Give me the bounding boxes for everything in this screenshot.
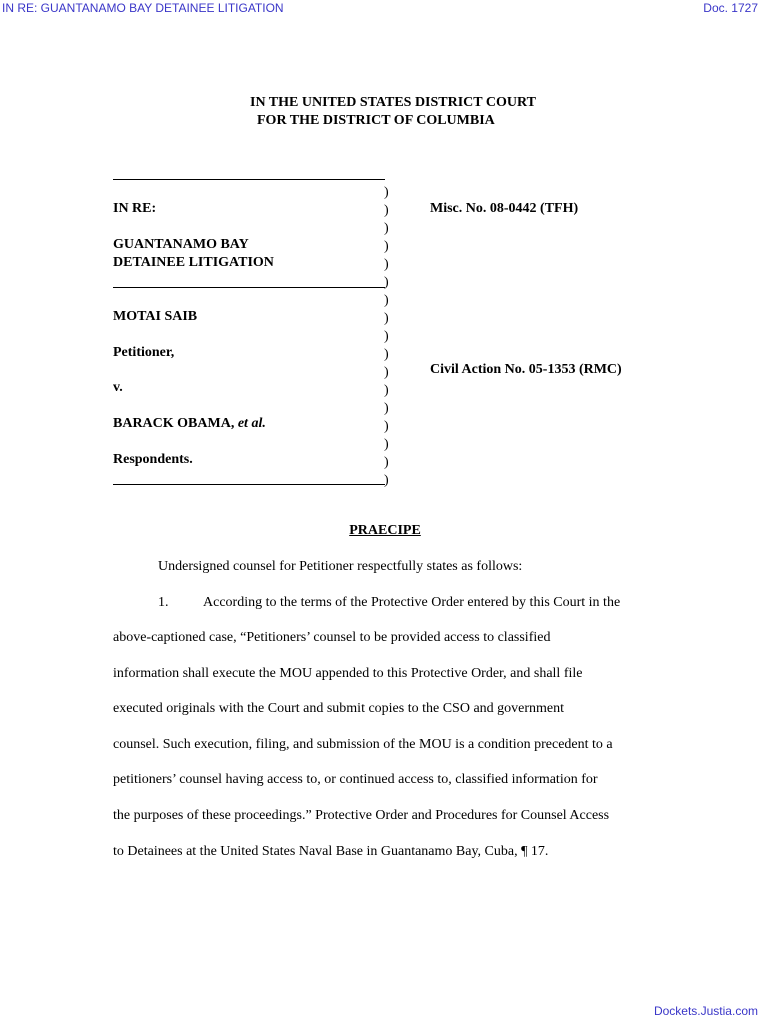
- caption-in-re: IN RE:: [113, 201, 157, 216]
- caption-respondents-label: Respondents.: [113, 452, 193, 467]
- caption-bottom-rule: [113, 484, 385, 485]
- court-district: FOR THE DISTRICT OF COLUMBIA: [257, 113, 495, 128]
- justia-dockets-link[interactable]: Dockets.Justia.com: [653, 1004, 758, 1018]
- caption-petitioner-name: MOTAI SAIB: [113, 309, 198, 324]
- paragraph-number: 1.: [158, 595, 169, 610]
- paragraph-line: the purposes of these proceedings.” Protective Order and Procedures for Counsel Access: [113, 808, 610, 823]
- document-number-link[interactable]: Doc. 1727: [703, 1, 758, 15]
- caption-respondent-name: [113, 416, 266, 432]
- paragraph-line: petitioners’ counsel having access to, or continued access to, classified information for: [113, 772, 598, 787]
- caption-petitioner-label: Petitioner,: [113, 345, 175, 360]
- caption-versus: v.: [113, 380, 123, 395]
- caption-parentheses: ) ) ) ) ) ) ) ) ) ) ) ) ) ) ) ) ): [384, 185, 389, 488]
- case-title-link[interactable]: IN RE: GUANTANAMO BAY DETAINEE LITIGATION: [2, 1, 284, 15]
- respondent-name-text: BARACK OBAMA,: [113, 416, 235, 431]
- intro-line: Undersigned counsel for Petitioner respectfully states as follows:: [158, 559, 523, 574]
- paragraph-line: executed originals with the Court and submit copies to the CSO and government: [113, 701, 565, 716]
- paragraph-line: above-captioned case, “Petitioners’ counsel to be provided access to classified: [113, 630, 551, 645]
- caption-middle-rule: [113, 287, 385, 288]
- civil-action-number: Civil Action No. 05-1353 (RMC): [430, 362, 622, 377]
- caption-detainee-litigation: DETAINEE LITIGATION: [113, 255, 274, 270]
- misc-number: Misc. No. 08-0442 (TFH): [430, 201, 579, 216]
- paragraph-line: counsel. Such execution, filing, and submission of the MOU is a condition precedent to a: [113, 737, 613, 752]
- respondent-etal-text: et al.: [237, 416, 266, 431]
- document-title: PRAECIPE: [349, 523, 421, 538]
- paragraph-line: information shall execute the MOU appended to this Protective Order, and shall file: [113, 666, 583, 681]
- caption-guantanamo-bay: GUANTANAMO BAY: [113, 237, 249, 252]
- caption-top-rule: [113, 179, 385, 180]
- paragraph-line: to Detainees at the United States Naval Base in Guantanamo Bay, Cuba, ¶ 17.: [113, 844, 549, 859]
- court-name: IN THE UNITED STATES DISTRICT COURT: [250, 95, 536, 110]
- paragraph-first-line: According to the terms of the Protective Order entered by this Court in the: [203, 595, 621, 610]
